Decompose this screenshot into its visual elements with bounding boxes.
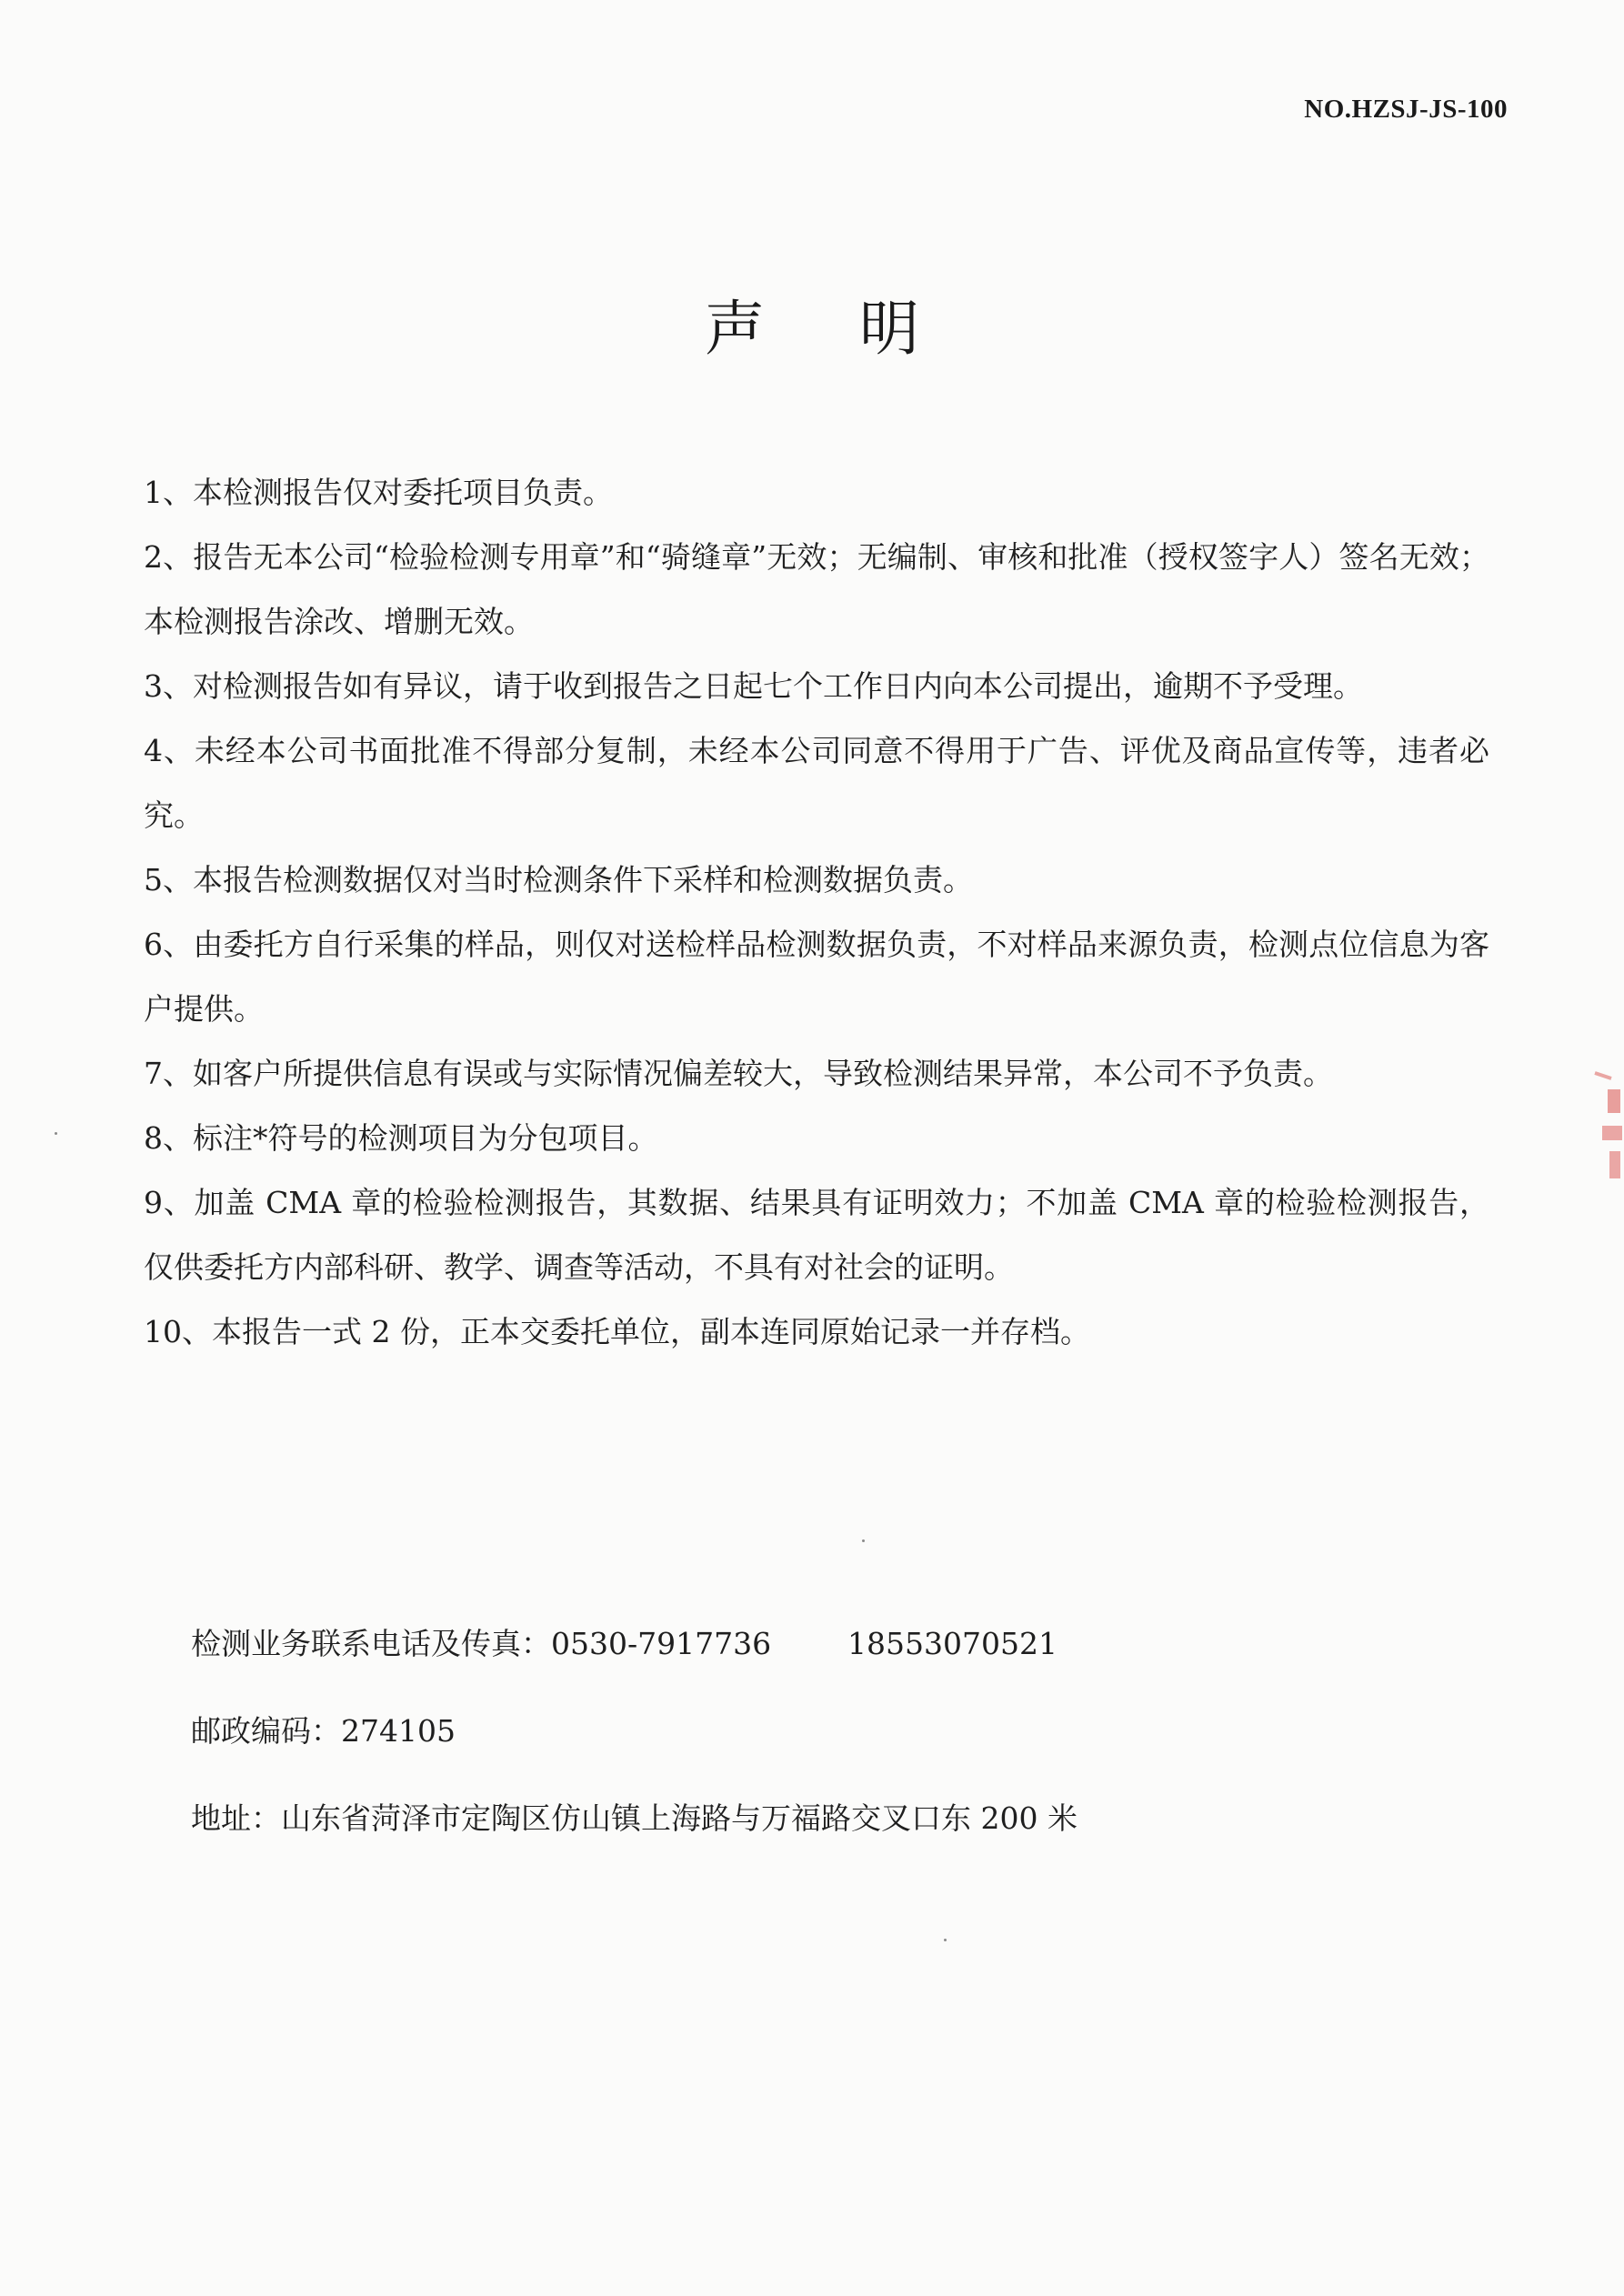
document-number: NO.HZSJ-JS-100 [1304, 95, 1508, 124]
clause-item: 8、标注*符号的检测项目为分包项目。 [144, 1120, 658, 1156]
clause-item: 4、未经本公司书面批准不得部分复制，未经本公司同意不得用于广告、评优及商品宣传等，违者必究。 [144, 733, 1489, 833]
contact-address: 地址：山东省菏泽市定陶区仿山镇上海路与万福路交叉口东 200 米 [191, 1800, 1078, 1836]
clause-item: 5、本报告检测数据仅对当时检测条件下采样和检测数据负责。 [144, 862, 973, 897]
contact-phone-fax: 检测业务联系电话及传真：0530-7917736 18553070521 [191, 1626, 1058, 1661]
scan-speck [944, 1939, 947, 1941]
clause-item: 9、加盖 CMA 章的检验检测报告，其数据、结果具有证明效力；不加盖 CMA 章的检验检测报告，仅供委托方内部科研、教学、调查等活动，不具有对社会的证明。 [144, 1185, 1489, 1285]
clause-item: 1、本检测报告仅对委托项目负责。 [144, 475, 613, 510]
scan-speck [862, 1539, 865, 1542]
clause-item: 3、对检测报告如有异议，请于收到报告之日起七个工作日内向本公司提出，逾期不予受理。 [144, 668, 1363, 704]
page-title: 声明 [705, 294, 1014, 364]
clause-item: 10、本报告一式 2 份，正本交委托单位，副本连同原始记录一并存档。 [144, 1314, 1090, 1349]
clause-item: 6、由委托方自行采集的样品，则仅对送检样品检测数据负责，不对样品来源负责，检测点位信息为客户提供。 [144, 927, 1489, 1027]
contact-block [191, 1622, 1373, 1884]
clause-item: 7、如客户所提供信息有误或与实际情况偏差较大，导致检测结果异常，本公司不予负责。 [144, 1056, 1333, 1091]
scan-speck [55, 1132, 57, 1135]
seam-stamp-icon [1568, 1018, 1624, 1246]
clause-list [144, 460, 1489, 1364]
contact-postcode: 邮政编码：274105 [191, 1713, 456, 1749]
clause-item: 2、报告无本公司“检验检测专用章”和“骑缝章”无效；无编制、审核和批准（授权签字人）签名无效；本检测报告涂改、增删无效。 [144, 539, 1489, 639]
